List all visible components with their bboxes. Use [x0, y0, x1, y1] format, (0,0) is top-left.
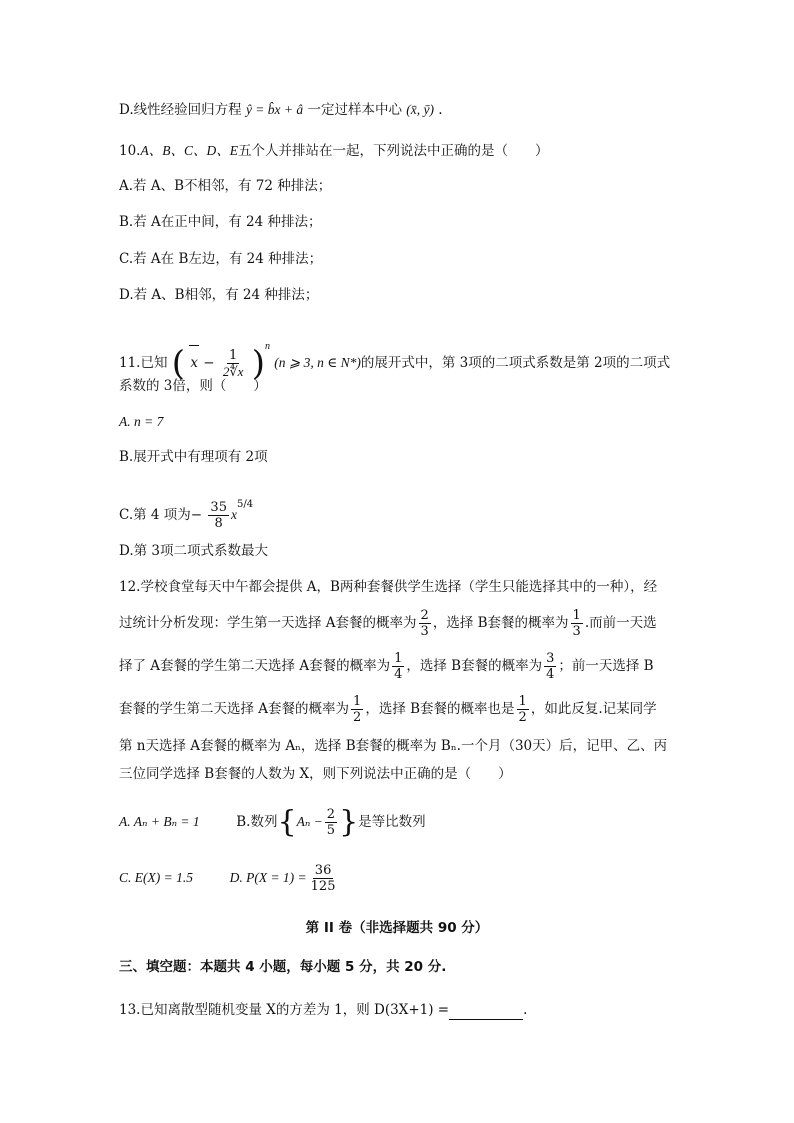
- q12-option-b-prefix: B.数列: [236, 814, 278, 830]
- q10-option-b: B.若 A在正中间，有 24 种排法；: [119, 214, 322, 230]
- q11-c-exp: 5/4: [236, 499, 254, 510]
- q10-number: 10.: [119, 143, 141, 159]
- q9d-text: 一定过样本中心: [307, 102, 402, 118]
- q12-b-num: 2: [326, 807, 336, 822]
- q12-line2b: ，选择 B套餐的概率为: [432, 615, 569, 631]
- q12-d-num: 36: [314, 863, 332, 878]
- q12-option-a: A. Aₙ + Bₙ = 1: [119, 814, 200, 829]
- q12-line2c: .而前一天选: [584, 615, 657, 631]
- q11-fraction: [221, 348, 246, 379]
- q11-exponent: n: [265, 341, 270, 352]
- q12-left-brace: {: [277, 804, 297, 840]
- q12-option-d-prefix: D. P(X = 1) =: [229, 870, 307, 885]
- q12-frac-1-2b: [517, 694, 529, 725]
- q11-option-b: B.展开式中有理项有 2项: [119, 449, 268, 465]
- q9d-label: D.线性经验回归方程: [119, 102, 242, 118]
- q11-prefix: 11.已知: [119, 355, 168, 371]
- q12-line3: [119, 649, 654, 683]
- q12-f4d: 4: [546, 667, 555, 682]
- q12-f6d: 2: [518, 710, 527, 725]
- q12-options-ab: [119, 802, 426, 842]
- q9d-end: .: [438, 102, 443, 118]
- q12-option-b-suffix: 是等比数列: [358, 814, 426, 830]
- q12-f1d: 3: [420, 624, 429, 639]
- q11-c-prefix: C.第 4 项为−: [119, 507, 203, 523]
- q12-frac-3-4: [544, 651, 556, 682]
- q11-option-a-text: A. n = 7: [119, 414, 164, 429]
- q11-stem: [119, 330, 671, 384]
- q11-suffix: 的展开式中，第 3项的二项式系数是第 2项的二项式: [360, 355, 671, 371]
- q12-f4n: 3: [546, 651, 555, 666]
- part3-heading: 三、填空题：本题共 4 小题，每小题 5 分，共 20 分.: [119, 959, 447, 975]
- q11-c-fraction: [208, 500, 229, 531]
- q13-answer-blank[interactable]: [449, 1005, 523, 1020]
- q12-line4b: ，选择 B套餐的概率也是: [365, 701, 515, 717]
- q12-f1n: 2: [420, 608, 429, 623]
- q11-minus: −: [203, 355, 215, 371]
- q11-frac-num: 1: [229, 348, 238, 363]
- section-title: 第 II 卷（非选择题共 90 分）: [305, 920, 489, 936]
- q11-condition: (n ⩾ 3, n ∈ N*): [274, 355, 361, 370]
- q11-stem-line2: 系数的 3倍，则（ ）: [119, 378, 267, 394]
- q12-right-brace: }: [339, 804, 359, 840]
- q12-frac-1-4: [392, 651, 404, 682]
- q12-f6n: 1: [518, 694, 527, 709]
- q11-left-paren: (: [171, 343, 186, 384]
- q12-line4c: ，如此反复.记某同学: [530, 701, 657, 717]
- q12-d-den: 125: [310, 879, 336, 894]
- q11-sqrt-x: x: [189, 345, 199, 380]
- q13-stem: [119, 1000, 527, 1020]
- q12-line3c: ；前一天选择 B: [558, 658, 654, 674]
- q12-f5d: 2: [353, 710, 362, 725]
- q12-b-fraction: [325, 807, 337, 838]
- q12-frac-2-3: [419, 608, 431, 639]
- q12-line3a: 择了 A套餐的学生第二天选择 A套餐的概率为: [119, 658, 391, 674]
- q12-line2: [119, 606, 657, 640]
- q12-option-b-inner: Aₙ −: [296, 814, 323, 829]
- q12-line2a: 过统计分析发现：学生第一天选择 A套餐的概率为: [119, 615, 417, 631]
- q12-line5: 第 n天选择 A套餐的概率为 Aₙ，选择 B套餐的概率为 Bₙ.一个月（30天）后，记甲、乙、丙: [119, 738, 668, 754]
- q11-c-x: x: [230, 507, 237, 522]
- q10-option-c: C.若 A在 B左边，有 24 种排法；: [119, 251, 323, 267]
- q12-line1: 12.学校食堂每天中午都会提供 A，B两种套餐供学生选择（学生只能选择其中的一种），经: [119, 579, 658, 595]
- q12-frac-1-2a: [351, 694, 363, 725]
- q10-stem: [119, 141, 548, 161]
- q12-f3n: 1: [394, 651, 403, 666]
- q11-c-den: 8: [214, 516, 223, 531]
- q11-c-num: 35: [210, 500, 227, 515]
- q12-line6: 三位同学选择 B套餐的人数为 X，则下列说法中正确的是（ ）: [119, 766, 512, 782]
- q11-right-paren: ): [251, 343, 265, 384]
- q10-vars: A、B、C、D、E: [140, 143, 238, 158]
- q11-option-d: D.第 3项二项式系数最大: [119, 543, 269, 559]
- q12-line3b: ，选择 B套餐的概率为: [406, 658, 543, 674]
- q11-option-c: [119, 488, 253, 532]
- q12-frac-1-3: [571, 608, 583, 639]
- q12-f2d: 3: [572, 624, 581, 639]
- q10-option-a: A.若 A、B不相邻，有 72 种排法；: [119, 178, 332, 194]
- q12-option-c: C. E(X) = 1.5: [119, 870, 193, 885]
- q9-option-d: [119, 100, 443, 120]
- q12-f3d: 4: [394, 667, 403, 682]
- q9d-equation: ŷ = b̂x + â: [245, 102, 304, 117]
- q9d-center: (x̄, ȳ): [406, 102, 434, 117]
- q10-option-d: D.若 A、B相邻，有 24 种排法；: [119, 287, 319, 303]
- q12-f2n: 1: [572, 608, 581, 623]
- q12-d-fraction: [309, 863, 338, 894]
- q13-text: 13.已知离散型随机变量 X的方差为 1，则 D(3X+1) =: [119, 1002, 450, 1018]
- q11-frac-den: 2∜x: [222, 364, 244, 379]
- q11-option-a: [119, 412, 163, 432]
- q12-b-den: 5: [326, 823, 336, 838]
- q12-f5n: 1: [353, 694, 362, 709]
- q12-line4a: 套餐的学生第二天选择 A套餐的概率为: [119, 701, 350, 717]
- q10-text: 五个人并排站在一起，下列说法中正确的是（ ）: [237, 143, 549, 159]
- q12-options-cd: [119, 858, 339, 898]
- q12-line4: [119, 692, 657, 726]
- q13-end: .: [523, 1002, 528, 1018]
